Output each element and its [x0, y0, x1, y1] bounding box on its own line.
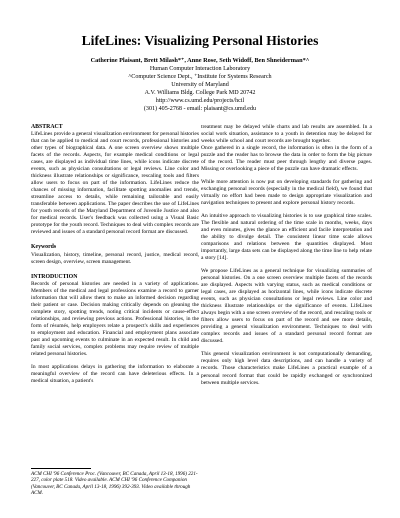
affiliation-block [0, 66, 400, 113]
copyright-note [31, 468, 199, 496]
abstract-heading: ABSTRACT [31, 124, 63, 130]
body-paragraph: This general visualization environment is not computationally demanding, requires only high level data descriptions, and can handle a variety of records. Those characteristics make LifeLines a practical example of a personal record format that could be rapidly exchanged or synchronized between multiple services. [201, 351, 372, 386]
affiliation-line: ^Computer Science Dept., ⁺Institute for Systems Research [128, 73, 272, 80]
keywords-text: Visualization, history, timeline, personal record, justice, medical record, screen design, overview, screen management. [31, 251, 199, 265]
introduction-paragraph: In most applications delays in gathering the information to elaborate a meaningful overview of the record can have deleterious effects. In a medical situation, a patient's [31, 364, 199, 385]
introduction-paragraph: Records of personal histories are needed in a variety of applications. Members of the medical and legal professions examine a record to garner information that will allow them to make an informed decision regarding their patient or case. Decision making critically depends on gleaning the complete story, spotting trends, noting critical incidents or cause-effect relationships, and reviewing previous actions. Professional histories, in the form of résumés, help employers relate a prospect's skills and experiences to employment and education. Financial and employment plans associate past and upcoming events to culminate in an expected result. In child and family social services, complex problems may require review of multiple related personal histories. [31, 280, 199, 358]
body-paragraph: Once gathered in a single record, the information is often in the form of a puzzle and the reader has to browse the data in order to form the big picture of the record. The reader must peer through lengthy and diverse pages. Missing or overlooking a piece of the puzzle can have dramatic effects. [201, 145, 372, 173]
footnote-rule [31, 468, 91, 469]
body-paragraph: We propose LifeLines as a general technique for visualizing summaries of personal histories. On a one screen overview multiple facets of the records are displayed. Aspects with varying status, such as medical conditions or legal cases, are displayed as horizontal lines, while icons indicate discrete events, such as physician consultations or legal reviews. Line color and thickness illustrate relationships or the significance of events. LifeLines always begin with a one screen overview of the record, and rescaling tools or filters allow users to focus on part of the record and see more details, providing a general visualization environment. Techniques to deal with complex records and issues of a standard personal record format are discussed. [201, 268, 372, 345]
affiliation-contact: (301) 405-2768 - email: plaisant@cs.umd.edu [143, 105, 257, 112]
body-paragraph: An intuitive approach to visualizing histories is to use graphical time scales. The flexible and natural ordering of the time scale in months, weeks, days and even minutes, gives the glance an efficient and facile interpretation and the ability to divulge detail. The consistent linear time scale allows comparisons and relations between the quantities displayed. Most importantly, large data sets can be displayed along the time line to help relate a story [14]. [201, 213, 372, 262]
body-paragraph: While more attention is now put on developing standards for gathering and exchanging personal records (especially in the medical field), we found that virtually no effort had been made to design appropriate visualization and navigation techniques to present and explore personal history records. [201, 179, 372, 207]
affiliation-url[interactable]: http://www.cs.umd.edu/projects/hcil [155, 97, 245, 104]
copyright-text: ACM CHI '96 Conference Proc. (Vancouver, BC Canada, April 13-18, 1996) 221-227, color plate 518. Video available. ACM CHI '96 Conference Companion (Vancouver, BC Canada, April 13-18, 1996) 392-393. Video available through ACM. [31, 471, 198, 496]
left-column [31, 124, 199, 385]
paper-title: LifeLines: Visualizing Personal Histories [81, 33, 319, 48]
body-paragraph: treatment may be delayed while charts and lab results are assembled. In a social work situation, assistance to a youth in detention may be delayed for weeks while school and court records are brought together. [201, 124, 372, 145]
author-list: Catherine Plaisant, Brett Milash*⁺, Anne Rose, Seth Widoff, Ben Shneiderman*^ [90, 57, 310, 64]
affiliation-line: University of Maryland [171, 81, 229, 88]
right-column [201, 124, 372, 387]
introduction-heading: INTRODUCTION [31, 273, 78, 280]
abstract-text: LifeLines provide a general visualization environment for personal histories that can be applied to medical and court records, professional histories and other types of biographical data. A one screen overview shows multiple facets of the records. Aspects, for example medical conditions or legal cases, are displayed as individual time lines, while icons indicate discrete events, such as physician consultations or legal reviews. Line color and thickness illustrate relationships or significance, rescaling tools and filters allow users to focus on part of the information. LifeLines reduce the chances of missing information, facilitate spotting anomalies and trends, streamline access to details, while remaining tailorable and easily transferable between applications. The paper describes the use of LifeLines for youth records of the Maryland Department of Juvenile Justice and also for medical records. User's feedback was collected using a Visual Basic prototype for the youth record. Techniques to deal with complex records are reviewed and issues of a standard personal record format are discussed. [31, 131, 199, 236]
affiliation-line: Human Computer Interaction Laboratory [149, 66, 251, 72]
keywords-heading: Keywords [31, 244, 57, 251]
affiliation-line: A.V. Williams Bldg. College Park MD 20742 [144, 89, 256, 96]
